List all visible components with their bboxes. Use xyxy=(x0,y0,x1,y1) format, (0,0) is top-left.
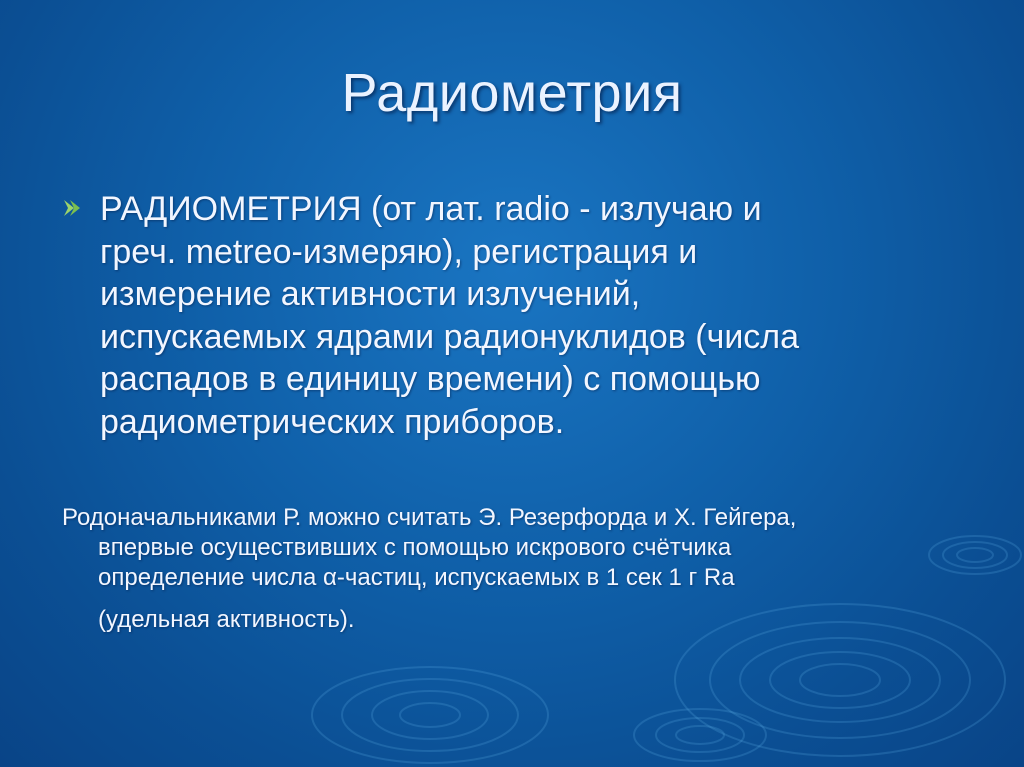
bullet-line: радиометрических приборов. xyxy=(100,402,565,441)
bullet-item xyxy=(62,188,962,443)
paragraph-line: определение числа α-частиц, испускаемых в 1 сек 1 г Ra xyxy=(98,564,735,591)
paragraph-line: Родоначальниками Р. можно считать Э. Резерфорда и Х. Гейгера, xyxy=(62,504,797,531)
bullet-line: распадов в единицу времени) с помощью xyxy=(100,360,761,398)
slide-title: Радиометрия xyxy=(341,63,683,123)
bullet-line: измерение активности излучений, xyxy=(100,275,641,313)
paragraph xyxy=(62,503,962,635)
bullet-text xyxy=(100,188,962,443)
arrow-bullet-icon xyxy=(62,198,82,218)
bullet-line: испускаемых ядрами радионуклидов (числа xyxy=(100,317,800,356)
paragraph-line: впервые осуществивших с помощью искрового счётчика xyxy=(98,534,732,561)
paragraph-line: (удельная активность). xyxy=(98,606,355,633)
bullet-line: греч. metreo-измеряю), регистрация и xyxy=(100,232,698,271)
bullet-line: РАДИОМЕТРИЯ (от лат. radio - излучаю и xyxy=(100,190,762,228)
